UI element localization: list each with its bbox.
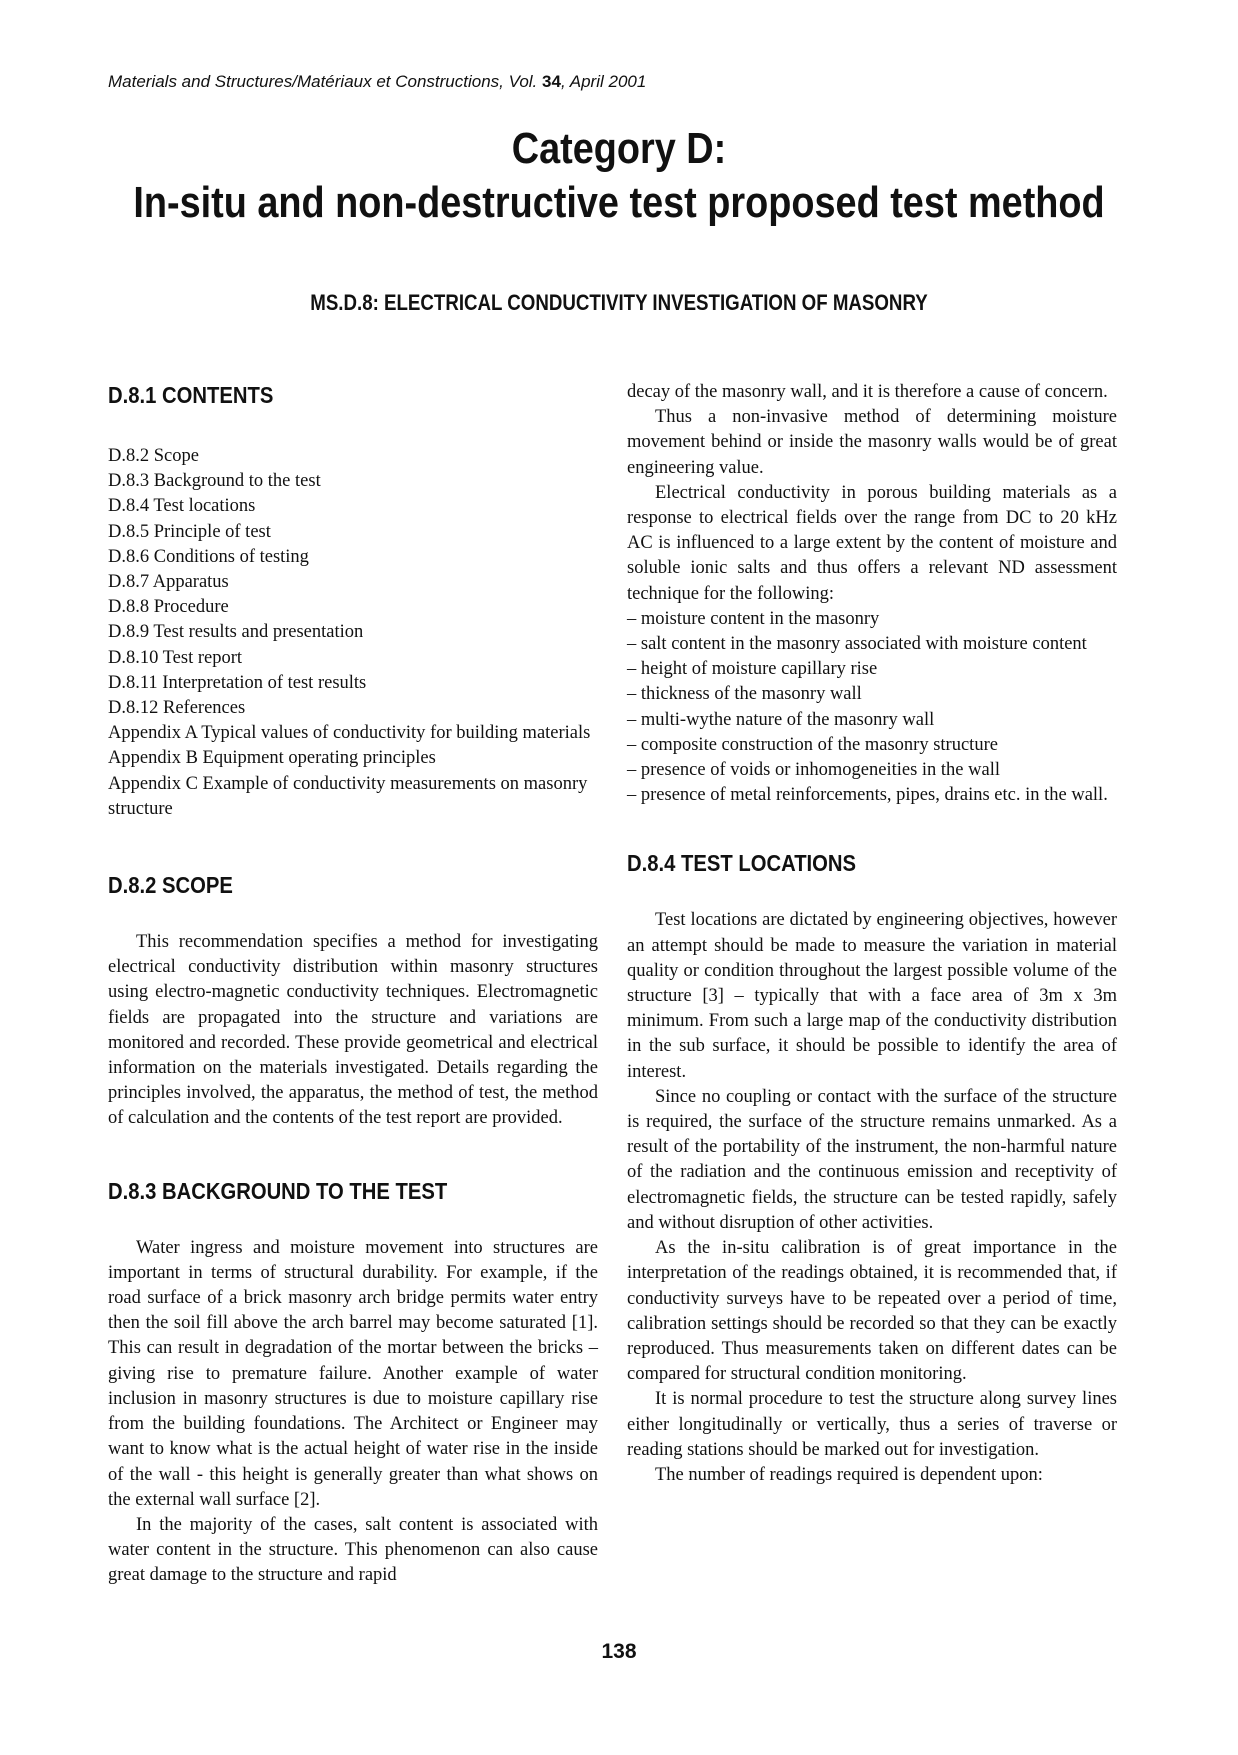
contents-item: D.8.3 Background to the test — [108, 471, 321, 492]
contents-item: D.8.7 Apparatus — [108, 572, 229, 593]
right-column — [627, 380, 1117, 1488]
contents-item: D.8.4 Test locations — [108, 496, 256, 517]
background-paragraph-2: In the majority of the cases, salt content is associated with water content in the structure. This phenomenon can also cause great damage to the structure and rapid — [108, 1514, 598, 1586]
contents-item: D.8.12 References — [108, 698, 246, 719]
contents-heading: D.8.1 CONTENTS — [108, 382, 274, 408]
list-item: – composite construction of the masonry structure — [627, 734, 998, 755]
contents-item: D.8.5 Principle of test — [108, 521, 271, 542]
test-locations-paragraph-4: It is normal procedure to test the structure along survey lines either longitudinally or vertically, thus a series of traverse or reading stations should be marked out for investigation. — [627, 1389, 1117, 1460]
scope-heading: D.8.2 SCOPE — [108, 872, 233, 899]
contents-item: D.8.9 Test results and presentation — [108, 622, 364, 643]
scope-paragraph: This recommendation specifies a method for investigating electrical conductivity distribution within masonry structures using electro-magnetic conductivity techniques. Electromagnetic fields are propagated into the structure and variations are monitored and recorded. These provide geometrical and electrical information on the materials investigated. Details regarding the principles involved, the apparatus, the method of test, the method of calculation and the contents of the test report are provided. — [108, 932, 598, 1129]
background-paragraph-2-continued: decay of the masonry wall, and it is therefore a cause of concern. — [627, 382, 1108, 402]
issue-date: , April 2001 — [560, 72, 647, 91]
title-line-1: Category D: — [511, 124, 727, 173]
page-number: 138 — [601, 1640, 637, 1663]
contents-item: D.8.11 Interpretation of test results — [108, 672, 367, 693]
list-item: – moisture content in the masonry — [627, 608, 880, 629]
page-title — [87, 122, 1152, 230]
left-column — [108, 380, 598, 1589]
journal-name: Materials and Structures/Matériaux et Constructions, Vol. — [108, 72, 538, 91]
background-paragraph-1: Water ingress and moisture movement into structures are important in terms of structural durability. For example, if the road surface of a brick masonry arch bridge permits water entry then the soil fill above the arch barrel may become saturated [1]. This can result in degradation of the mortar between the bricks – giving rise to premature failure. Another example of water inclusion in masonry structures is due to moisture capillary rise from the building foundations. The Architect or Engineer may want to know what is the actual height of water rise in the inside of the wall - this height is generally greater than what shows on the external wall surface [2]. — [108, 1237, 598, 1510]
list-item: – salt content in the masonry associated with moisture content — [627, 634, 1087, 655]
volume-number: 34 — [542, 72, 561, 91]
contents-item: D.8.8 Procedure — [108, 597, 229, 618]
list-item: – presence of voids or inhomogeneities in the wall — [627, 760, 1000, 781]
background-paragraph-3: Thus a non-invasive method of determining moisture movement behind or inside the masonry walls would be of great engineering value. — [627, 407, 1117, 478]
assessment-list — [627, 607, 1117, 809]
title-line-2: In-situ and non-destructive test proposed test method — [133, 178, 1105, 227]
contents-item: Appendix C Example of conductivity measurements on masonry structure — [108, 773, 588, 819]
list-item: – thickness of the masonry wall — [627, 684, 862, 705]
test-locations-paragraph-1: Test locations are dictated by engineering objectives, however an attempt should be made to measure the variation in material quality or condition throughout the largest possible volume of the structure [3] – typically that with a face area of 3m x 3m minimum. From such a large map of the conductivity distribution in the sub surface, it should be possible to identify the area of interest. — [627, 910, 1117, 1082]
test-locations-paragraph-2: Since no coupling or contact with the surface of the structure is required, the surface of the structure remains unmarked. As a result of the portability of the instrument, the non-harmful nature of the radiation and the continuous emission and receptivity of electromagnetic fields, the structure can be tested rapidly, safely and without disruption of other activities. — [627, 1086, 1117, 1233]
contents-item: Appendix A Typical values of conductivity for building materials — [108, 723, 591, 744]
running-head — [108, 72, 646, 92]
test-locations-paragraph-5: The number of readings required is dependent upon: — [655, 1464, 1043, 1485]
test-locations-paragraph-3: As the in-situ calibration is of great importance in the interpretation of the readings obtained, it is recommended that, if conductivity surveys have to be repeated over a period of time, calibration settings should be recorded so that they can be exactly reproduced. Thus measurements taken on different dates can be compared for structural condition monitoring. — [627, 1238, 1117, 1385]
contents-item: Appendix B Equipment operating principles — [108, 748, 436, 769]
background-paragraph-4: Electrical conductivity in porous building materials as a response to electrical fields over the range from DC to 20 kHz AC is influenced to a large extent by the content of moisture and soluble ionic salts and thus offers a relevant ND assessment technique for the following: — [627, 482, 1117, 604]
list-item: – height of moisture capillary rise — [627, 659, 878, 680]
contents-item: D.8.2 Scope — [108, 446, 199, 466]
list-item: – multi-wythe nature of the masonry wall — [627, 709, 935, 730]
test-locations-heading: D.8.4 TEST LOCATIONS — [627, 850, 857, 877]
method-subtitle: MS.D.8: ELECTRICAL CONDUCTIVITY INVESTIGATION OF MASONRY — [310, 290, 928, 315]
contents-item: D.8.6 Conditions of testing — [108, 546, 309, 567]
contents-list — [108, 444, 598, 822]
list-item: – presence of metal reinforcements, pipes, drains etc. in the wall. — [627, 785, 1108, 806]
contents-item: D.8.10 Test report — [108, 647, 243, 668]
background-heading: D.8.3 BACKGROUND TO THE TEST — [108, 1177, 448, 1204]
